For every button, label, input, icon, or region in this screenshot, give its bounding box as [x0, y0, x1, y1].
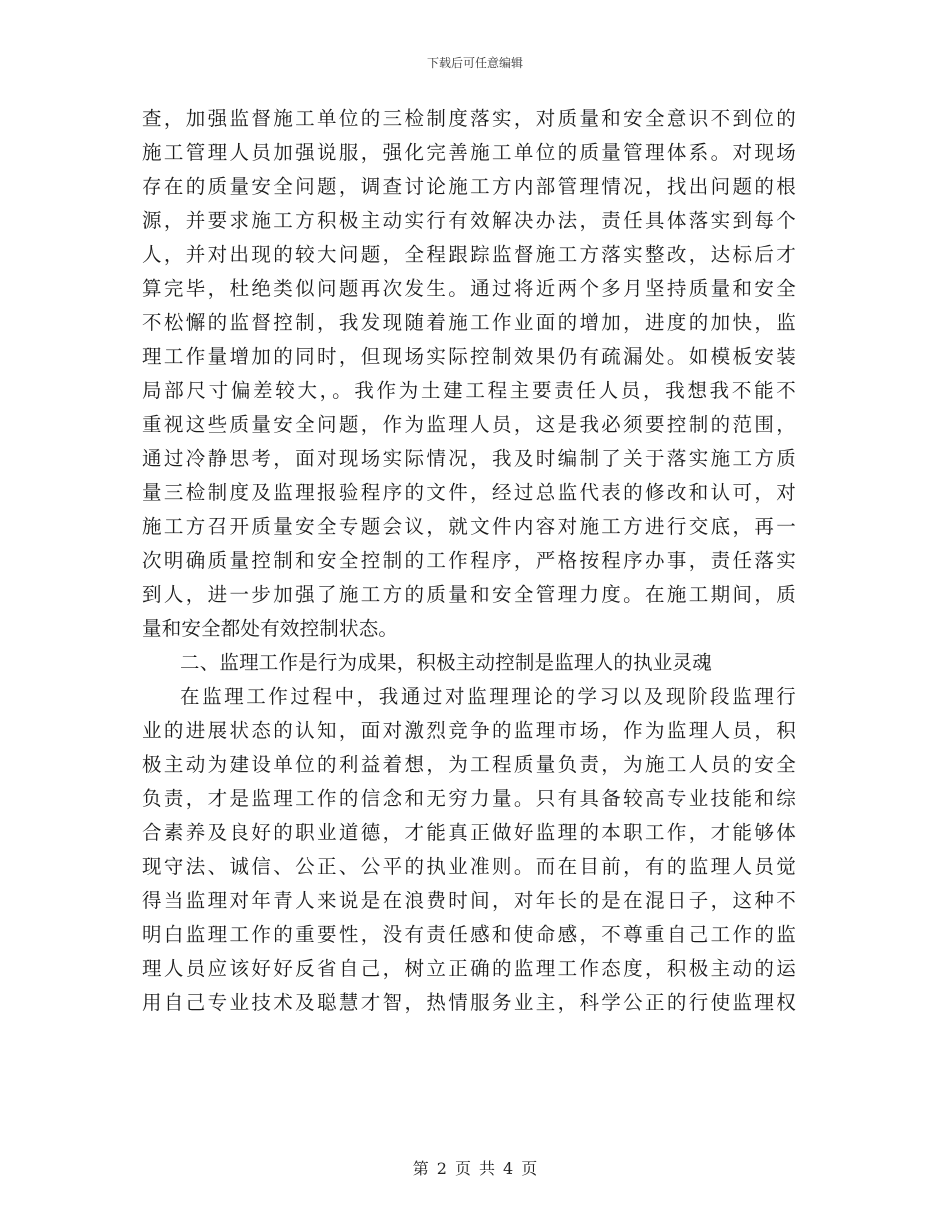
body-text [142, 102, 796, 1020]
text-line: 负责，才是监理工作的信念和无穷力量。只有具备较高专业技能和综 [142, 787, 796, 810]
footer-mid: 页 [454, 1159, 471, 1178]
text-line: 量三检制度及监理报验程序的文件，经过总监代表的修改和认可，对 [142, 481, 796, 504]
paragraph-2 [142, 680, 796, 1020]
text-line: 量和安全都处有效控制状态。 [142, 617, 399, 640]
text-line: 重视这些质量安全问题，作为监理人员，这是我必须要控制的范围， [142, 413, 796, 436]
page-footer [0, 1156, 950, 1179]
text-line: 算完毕，杜绝类似问题再次发生。通过将近两个多月坚持质量和安全 [142, 277, 796, 300]
footer-total-prefix: 共 [479, 1159, 496, 1178]
text-line: 得当监理对年青人来说是在浪费时间，对年长的是在混日子，这种不 [142, 889, 796, 912]
text-line: 局部尺寸偏差较大，。我作为土建工程主要责任人员，我想我不能不 [142, 379, 796, 402]
text-line: 明白监理工作的重要性，没有责任感和使命感，不尊重自己工作的监 [142, 923, 796, 946]
text-line: 源，并要求施工方积极主动实行有效解决办法，责任具体落实到每个 [142, 209, 796, 232]
text-line: 通过冷静思考，面对现场实际情况，我及时编制了关于落实施工方质 [142, 447, 796, 470]
text-line: 到人，进一步加强了施工方的质量和安全管理力度。在施工期间，质 [142, 583, 796, 606]
text-line: 不松懈的监督控制，我发现随着施工作业面的增加，进度的加快，监 [142, 311, 796, 334]
total-pages: 4 [503, 1159, 514, 1178]
section-heading: 二、监理工作是行为成果，积极主动控制是监理人的执业灵魂 [180, 651, 712, 674]
page-number: 2 [436, 1159, 447, 1178]
header-note: 下载后可任意编辑 [426, 56, 523, 70]
text-line: 理工作量增加的同时，但现场实际控制效果仍有疏漏处。如模板安装 [142, 345, 796, 368]
text-line: 人，并对出现的较大问题，全程跟踪监督施工方落实整改，达标后才 [142, 243, 796, 266]
text-line: 现守法、诚信、公正、公平的执业准则。而在目前，有的监理人员觉 [142, 855, 796, 878]
text-line: 业的进展状态的认知，面对激烈竞争的监理市场，作为监理人员，积 [142, 719, 796, 742]
text-line: 用自己专业技术及聪慧才智，热情服务业主，科学公正的行使监理权 [142, 991, 796, 1014]
text-line: 存在的质量安全问题，调查讨论施工方内部管理情况，找出问题的根 [142, 175, 796, 198]
footer-suffix: 页 [521, 1159, 538, 1178]
text-line: 施工管理人员加强说服，强化完善施工单位的质量管理体系。对现场 [142, 141, 796, 164]
text-line: 极主动为建设单位的利益着想，为工程质量负责，为施工人员的安全 [142, 753, 796, 776]
text-line: 查，加强监督施工单位的三检制度落实，对质量和安全意识不到位的 [142, 107, 796, 130]
text-line: 理人员应该好好反省自己，树立正确的监理工作态度，积极主动的运 [142, 957, 796, 980]
text-line: 合素养及良好的职业道德，才能真正做好监理的本职工作，才能够体 [142, 821, 796, 844]
text-line: 次明确质量控制和安全控制的工作程序，严格按程序办事，责任落实 [142, 549, 796, 572]
text-line: 施工方召开质量安全专题会议，就文件内容对施工方进行交底，再一 [142, 515, 796, 538]
footer-prefix: 第 [412, 1159, 429, 1178]
text-line: 在监理工作过程中，我通过对监理理论的学习以及现阶段监理行 [180, 685, 796, 708]
paragraph-1 [142, 102, 796, 646]
